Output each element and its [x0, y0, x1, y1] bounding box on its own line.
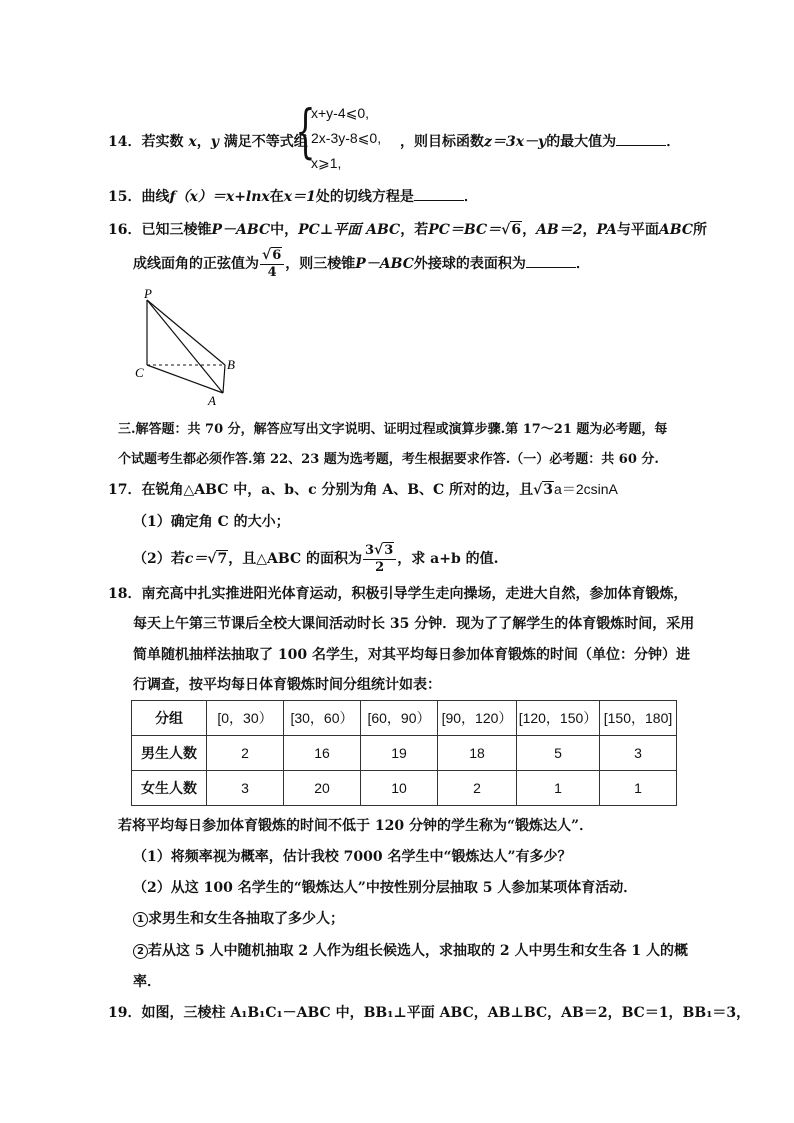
fraction-denominator: 4: [267, 265, 277, 280]
area-fraction: $\frac{3√3}{2}$: [363, 542, 396, 576]
label-a: A: [208, 393, 216, 408]
table-cell: 3: [600, 736, 677, 771]
section3-line2: 个试题考生都必须作答.第 22、23 题为选考题，考生根据要求作答.（一）必考题：共 60 分.: [118, 452, 659, 467]
label-b: B: [227, 357, 235, 372]
q16-text: ，: [522, 222, 537, 238]
q17-text: ，求 a+b 的值.: [397, 551, 499, 567]
table-cell: 1: [600, 771, 677, 806]
circled-number: 2: [133, 944, 148, 959]
answer-blank: [414, 188, 464, 201]
length-cond: PC＝BC＝: [428, 222, 502, 238]
function-expr: f（x）＝x+lnx: [169, 189, 270, 205]
label-c: C: [135, 365, 144, 380]
table-header: [0，30）: [207, 701, 284, 736]
pyramid-name: P－ABC: [211, 222, 271, 238]
answer-blank: [616, 133, 666, 146]
perpendicular-cond: PC⊥平面 ABC: [298, 222, 401, 238]
q16-text: 与平面: [616, 222, 659, 238]
plane-abc: ABC: [658, 222, 693, 238]
table-header-row: [132, 701, 677, 736]
q17-part1: （1）确定角 C 的大小；: [133, 514, 290, 530]
system-brace: {: [295, 97, 316, 165]
q15-text: 在: [269, 189, 284, 205]
q16-text: 中，: [270, 222, 299, 238]
section3-line1: 三.解答题：共 70 分，解答应写出文字说明、证明过程或演算步骤.第 17～21 题为必考题，每: [118, 422, 668, 437]
q17-part2: [133, 542, 499, 576]
q18-line2: 每天上午第三节课后全校大课间活动时长 35 分钟．现为了了解学生的体育锻炼时间，采用: [133, 616, 695, 632]
q18-number: 18．: [108, 586, 142, 602]
sqrt-radicand: 6: [511, 222, 522, 238]
q14-number: 14．: [108, 134, 142, 150]
inequality-2: 2x-3y-8⩽0,: [311, 130, 382, 146]
sine-fraction: $\frac{√6}{4}$: [260, 247, 284, 281]
inequality-system: [311, 101, 381, 176]
sqrt-sign: √: [207, 551, 217, 567]
q19-number: 19．: [108, 1005, 142, 1021]
q18-sub1: [133, 908, 344, 928]
period: ．: [666, 134, 681, 150]
exercise-time-table: [131, 700, 677, 806]
edge-ba: [223, 365, 225, 393]
table-header: 分组: [132, 701, 207, 736]
q16-text: ，则三棱锥: [285, 256, 356, 272]
row-label: 男生人数: [132, 736, 207, 771]
table-cell: 19: [361, 736, 438, 771]
table-cell: 20: [284, 771, 361, 806]
q17-text: ，且△ABC 的面积为: [228, 551, 362, 567]
fraction-numerator-coef: 3: [364, 543, 375, 558]
q17-text: 在锐角△ABC 中，a、b、c 分别为角 A、B、C 所对的边，且: [141, 482, 534, 498]
q15-text: 处的切线方程是: [315, 189, 414, 205]
table-row: [132, 736, 677, 771]
inequality-3: x⩾1,: [311, 155, 342, 171]
sqrt-radicand: 7: [217, 551, 228, 567]
table-row: [132, 771, 677, 806]
q16-number: 16．: [108, 222, 142, 238]
q14-text: ，则目标函数: [400, 134, 484, 150]
table-header: [60，90）: [361, 701, 438, 736]
q18-part2: （2）从这 100 名学生的“锻炼达人”中按性别分层抽取 5 人参加某项体育活动．: [133, 880, 638, 896]
row-label: 女生人数: [132, 771, 207, 806]
pyramid-figure: [130, 285, 250, 410]
q16-line1: [108, 219, 707, 239]
q18-sub-text: 求男生和女生各抽取了多少人；: [148, 911, 344, 927]
sqrt-radicand: 3: [543, 482, 554, 498]
q17-line: [108, 479, 618, 499]
table-header: [30，60）: [284, 701, 361, 736]
q15-line: [108, 186, 478, 206]
q16-text: ，若: [400, 222, 429, 238]
q14-line: [108, 131, 308, 151]
table-cell: 16: [284, 736, 361, 771]
objective-function: z＝3x－y: [484, 134, 547, 150]
q18-sub2-cont: 率．: [133, 974, 161, 990]
label-p: P: [144, 286, 152, 301]
table-cell: 3: [207, 771, 284, 806]
q14-text: 若实数: [141, 134, 184, 150]
q14-tail: [400, 131, 680, 151]
q16-text: 外接球的表面积为: [413, 256, 526, 272]
table-cell: 5: [517, 736, 600, 771]
table-cell: 2: [207, 736, 284, 771]
q19-line: [108, 1002, 750, 1022]
pyramid-name: P－ABC: [355, 256, 414, 272]
q17-number: 17．: [108, 482, 142, 498]
q14-text: 的最大值为: [546, 134, 617, 150]
q18-line3: 简单随机抽样法抽取了 100 名学生，对其平均每日参加体育锻炼的时间（单位：分钟）进: [133, 647, 690, 663]
edge-pb: [147, 300, 225, 365]
q15-text: 曲线: [141, 189, 170, 205]
var-y: y: [210, 134, 219, 150]
q18-sub2: [133, 940, 688, 960]
table-cell: 2: [438, 771, 517, 806]
var-x: x: [188, 134, 197, 150]
fraction-numerator-rad: 3: [384, 543, 394, 558]
sqrt-sign: √: [533, 482, 543, 498]
x-value: x＝1: [283, 189, 316, 205]
inequality-1: x+y-4⩽0,: [311, 105, 370, 121]
q17-text: （2）若: [133, 551, 185, 567]
q16-text: ，: [582, 222, 597, 238]
length-ab: AB＝2: [536, 222, 583, 238]
q14-text: 满足不等式组: [223, 134, 308, 150]
comma: ，: [196, 134, 211, 150]
c-value: c＝: [184, 551, 208, 567]
answer-blank: [526, 255, 576, 268]
q18-part1: （1）将频率视为概率，估计我校 7000 名学生中“锻炼达人”有多少？: [133, 849, 572, 865]
q16-line2: [133, 247, 590, 281]
q18-text: 南充高中扎实推进阳光体育运动，积极引导学生走向操场，走进大自然，参加体育锻炼，: [141, 586, 688, 602]
period: ．: [575, 256, 590, 272]
q18-line1: [108, 583, 687, 603]
table-header: [90，120）: [438, 701, 517, 736]
segment-pa: PA: [596, 222, 617, 238]
table-header: [120，150）: [517, 701, 600, 736]
sqrt-sign: √: [501, 222, 511, 238]
q16-text: 所: [692, 222, 707, 238]
table-cell: 1: [517, 771, 600, 806]
table-header: [150，180]: [600, 701, 677, 736]
period: ．: [463, 189, 478, 205]
q18-definition: 若将平均每日参加体育锻炼的时间不低于 120 分钟的学生称为“锻炼达人”．: [118, 818, 594, 834]
fraction-denominator: 2: [375, 560, 385, 575]
table-cell: 10: [361, 771, 438, 806]
table-cell: 18: [438, 736, 517, 771]
circled-number: 1: [133, 912, 148, 927]
q18-line4: 行调查，按平均每日体育锻炼时间分组统计如表：: [133, 677, 441, 693]
q16-text: 已知三棱锥: [141, 222, 212, 238]
q16-text: 成线面角的正弦值为: [133, 256, 259, 272]
fraction-numerator: 6: [272, 248, 282, 263]
q17-condition: a＝2csinA: [554, 481, 618, 497]
q19-text: 如图，三棱柱 A₁B₁C₁－ABC 中，BB₁⊥平面 ABC，AB⊥BC，AB＝2，BC＝1，BB₁＝3，: [141, 1005, 751, 1021]
q18-sub-text: 若从这 5 人中随机抽取 2 人作为组长候选人，求抽取的 2 人中男生和女生各 1 人的概: [148, 943, 688, 959]
q15-number: 15．: [108, 189, 142, 205]
